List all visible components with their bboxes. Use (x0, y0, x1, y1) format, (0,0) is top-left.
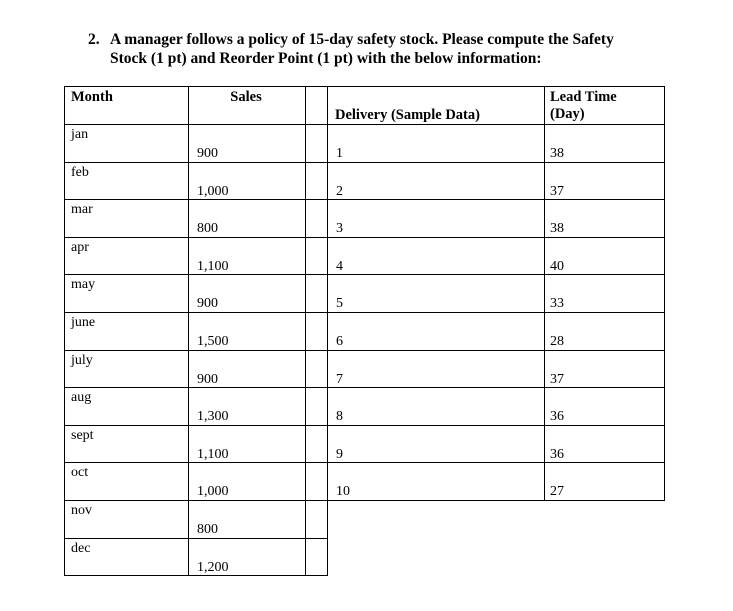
table-row-delivery-cell (327, 274, 545, 313)
sales-value: 1,000 (197, 484, 229, 499)
table-row-blank-cell (305, 350, 328, 388)
month-value: oct (71, 465, 89, 480)
header-lead-time: Lead Time (550, 89, 617, 105)
table-row-delivery-cell (327, 425, 545, 463)
delivery-value: 10 (336, 484, 350, 499)
delivery-value: 3 (336, 221, 343, 236)
month-value: feb (71, 165, 89, 180)
table-row-blank-cell (305, 237, 328, 275)
sales-value: 800 (197, 522, 218, 537)
delivery-value: 9 (336, 447, 343, 462)
sales-value: 1,200 (197, 560, 229, 575)
lead-time-value: 38 (550, 221, 564, 236)
lead-time-value: 33 (550, 296, 564, 311)
table-row-delivery-cell (327, 350, 545, 388)
header-lead-time-unit: (Day) (550, 106, 585, 122)
sales-value: 800 (197, 221, 218, 236)
month-value: july (71, 353, 93, 368)
table-row-delivery-cell (327, 312, 545, 351)
sales-value: 900 (197, 296, 218, 311)
lead-time-value: 27 (550, 484, 564, 499)
header-cell-blank (305, 86, 328, 125)
header-sales: Sales (230, 89, 262, 105)
table-row-blank-cell (305, 162, 328, 200)
lead-time-value: 40 (550, 259, 564, 274)
month-value: jan (71, 127, 89, 142)
month-value: apr (71, 240, 89, 255)
month-value: dec (71, 541, 91, 556)
sales-value: 900 (197, 146, 218, 161)
header-delivery: Delivery (Sample Data) (335, 107, 480, 123)
table-row-delivery-cell (327, 462, 545, 501)
sales-value: 900 (197, 372, 218, 387)
delivery-value: 7 (336, 372, 343, 387)
table-row-blank-cell (305, 425, 328, 463)
lead-time-value: 36 (550, 409, 564, 424)
table-row-blank-cell (305, 462, 328, 501)
sales-value: 1,100 (197, 259, 229, 274)
table-row-blank-cell (305, 387, 328, 426)
question-number: 2. (88, 31, 100, 48)
delivery-value: 6 (336, 334, 343, 349)
sales-value: 1,100 (197, 447, 229, 462)
delivery-value: 4 (336, 259, 343, 274)
month-value: nov (71, 503, 92, 518)
month-value: sept (71, 428, 94, 443)
lead-time-value: 28 (550, 334, 564, 349)
month-value: may (71, 277, 96, 292)
sales-value: 1,000 (197, 184, 229, 199)
table-row-blank-cell (305, 312, 328, 351)
month-value: june (71, 315, 96, 330)
table-row-delivery-cell (327, 237, 545, 275)
table-row-blank-cell (305, 274, 328, 313)
table-row-delivery-cell (327, 199, 545, 238)
delivery-value: 2 (336, 184, 343, 199)
question-line-2: Stock (1 pt) and Reorder Point (1 pt) with the below information: (110, 50, 542, 67)
table-row-delivery-cell (327, 387, 545, 426)
month-value: aug (71, 390, 92, 405)
table-row-delivery-cell (327, 162, 545, 200)
delivery-value: 8 (336, 409, 343, 424)
delivery-value: 5 (336, 296, 343, 311)
lead-time-value: 36 (550, 447, 564, 462)
table-row-blank-cell (305, 538, 328, 576)
question-line-1: A manager follows a policy of 15-day safety stock. Please compute the Safety (110, 31, 614, 48)
table-row-blank-cell (305, 124, 328, 163)
delivery-value: 1 (336, 146, 343, 161)
table-row-blank-cell (305, 199, 328, 238)
sales-value: 1,500 (197, 334, 229, 349)
lead-time-value: 37 (550, 372, 564, 387)
table-row-blank-cell (305, 500, 328, 539)
table-row-delivery-cell (327, 124, 545, 163)
header-month: Month (71, 89, 113, 105)
lead-time-value: 37 (550, 184, 564, 199)
month-value: mar (71, 202, 93, 217)
sales-value: 1,300 (197, 409, 229, 424)
lead-time-value: 38 (550, 146, 564, 161)
